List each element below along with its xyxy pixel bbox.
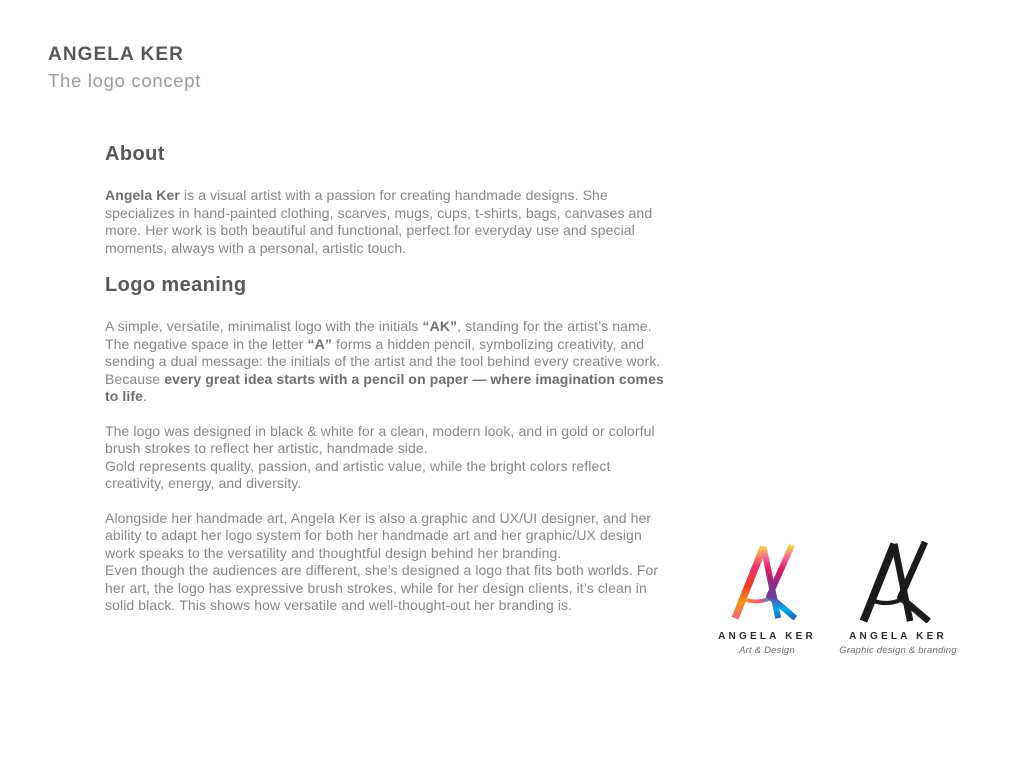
ak-monogram-black-icon	[851, 541, 945, 623]
logo-colorful-caption	[694, 631, 840, 656]
section-heading-about: About	[105, 143, 165, 165]
logo-meaning-paragraph-3: Alongside her handmade art, Angela Ker is also a graphic and UX/UI designer, and her ability to adapt her logo system for both her handmade art and her graphic/UX design work speaks to the versatility and thoughtful design behind her branding. Even though the audiences are different, she’s designed a logo that fits both worlds. For her art, the logo has expressive brush strokes, while for her design clients, it’s clean in solid black. This shows how versatile and well-thought-out her branding is.	[105, 509, 659, 613]
about-paragraph: Angela Ker is a visual artist with a passion for creating handmade designs. She specializes in hand-painted clothing, scarves, mugs, cups, t-shirts, bags, canvases and more. Her work is both beautiful and functional, perfect for everyday use and special moments, always with a personal, artistic touch.	[105, 187, 657, 256]
logo-colorful-variant	[694, 541, 840, 656]
logo-black-variant	[834, 541, 962, 656]
logo-meaning-paragraph-2: The logo was designed in black & white for a clean, modern look, and in gold or colorful brush strokes to reflect her artistic, handmade side. Gold represents quality, passion, and artistic value, while the bright colors reflect creativity, energy, and diversity.	[105, 422, 655, 491]
logo-black-tagline: Graphic design & branding	[839, 645, 957, 656]
logo-black-caption	[834, 631, 962, 656]
page-subtitle: The logo concept	[48, 70, 202, 91]
ak-monogram-colorful-icon	[724, 541, 810, 623]
logo-meaning-paragraph-1: A simple, versatile, minimalist logo with the initials “AK”, standing for the artist’s name. The negative space in the letter “A” forms a hidden pencil, symbolizing creativity, and sending a dual message: the initials of the artist and the tool behind every creative work. Because every great idea starts with a pencil on paper — where imagination comes to life.	[105, 318, 668, 404]
logo-black-wordmark: ANGELA KER	[849, 631, 947, 642]
content-column	[105, 143, 673, 632]
logo-colorful-wordmark: ANGELA KER	[718, 631, 816, 642]
logo-colorful-tagline: Art & Design	[739, 645, 795, 656]
page-header	[48, 44, 201, 92]
section-heading-logo-meaning: Logo meaning	[105, 274, 247, 296]
page-title: ANGELA KER	[48, 44, 184, 65]
